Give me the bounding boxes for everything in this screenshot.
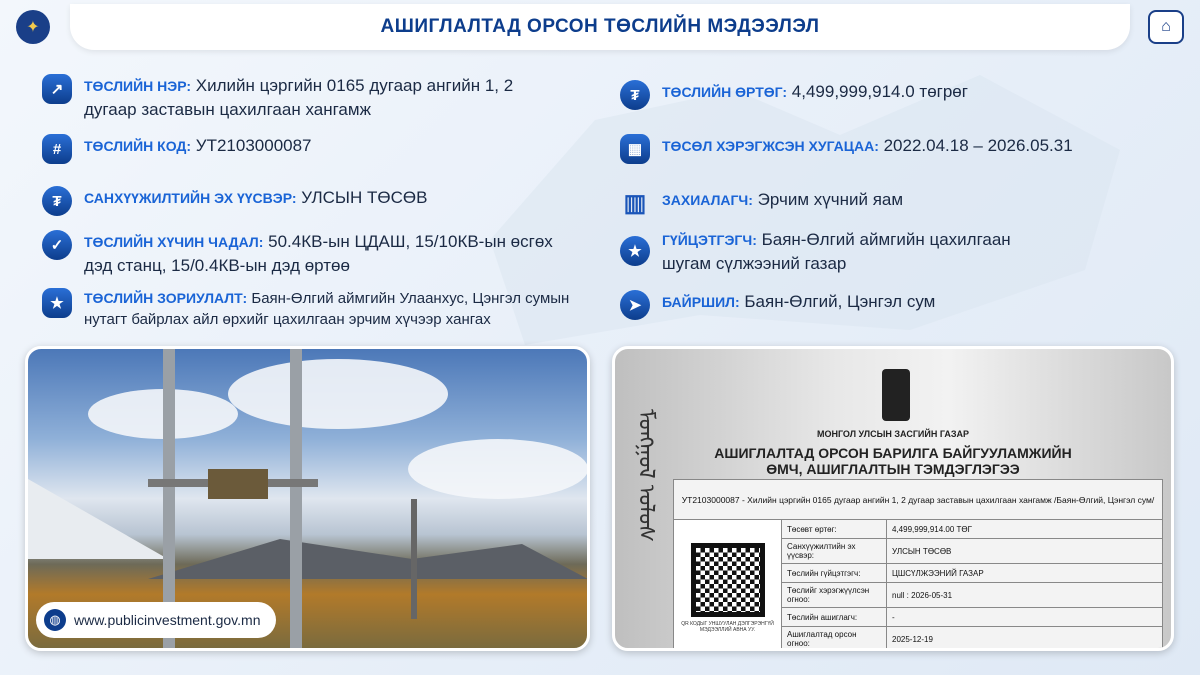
row-value: 2025-12-19: [887, 627, 1163, 652]
plaque-title-line1: АШИГЛАЛТАД ОРСОН БАРИЛГА БАЙГУУЛАМЖИЙН: [714, 445, 1072, 461]
value: Хилийн цэргийн 0165 дугаар ангийн 1, 2 дугаар заставын цахилгаан хангамж: [84, 76, 514, 119]
row-key: Төсөвт өртөг:: [782, 520, 887, 539]
info-project-code: [42, 134, 312, 164]
globe-icon: ◍: [44, 609, 66, 631]
plaque-org: МОНГОЛ УЛСЫН ЗАСГИЙН ГАЗАР: [816, 429, 970, 439]
info-contractor: [620, 228, 1062, 276]
calendar-icon: ▦: [620, 134, 650, 164]
plaque-title: [615, 445, 1171, 477]
info-client: [620, 188, 903, 218]
qr-code: [674, 520, 782, 652]
value: 2022.04.18 – 2026.05.31: [883, 136, 1073, 155]
info-funding-source: [42, 186, 427, 216]
tugrik-icon: ₮: [620, 80, 650, 110]
label: ТӨСЛИЙН НЭР:: [84, 78, 192, 94]
tugrik-icon: ₮: [42, 186, 72, 216]
government-logo: ✦: [16, 10, 50, 44]
label: ТӨСЛИЙН КОД:: [84, 138, 192, 154]
value: Баян-Өлгий аймгийн цахилгаан шугам сүлжээний газар: [662, 230, 1011, 273]
label: САНХҮҮЖИЛТИЙН ЭХ ҮҮСВЭР:: [84, 190, 297, 206]
value: Баян-Өлгий, Цэнгэл сум: [744, 292, 936, 311]
value: Баян-Өлгий аймгийн Улаанхус, Цэнгэл сумын нутагт байрлах айл өрхийг цахилгаан эрчим хүчээр хангах: [84, 290, 570, 328]
hash-icon: #: [42, 134, 72, 164]
label: ЗАХИАЛАГЧ:: [662, 192, 753, 208]
label: ТӨСЛИЙН ХҮЧИН ЧАДАЛ:: [84, 234, 264, 250]
label: ГҮЙЦЭТГЭГЧ:: [662, 232, 757, 248]
row-key: Төслийн гүйцэтгэгч:: [782, 564, 887, 583]
info-purpose: [42, 288, 584, 330]
row-value: УЛСЫН ТӨСӨВ: [887, 539, 1163, 564]
star-icon: ★: [620, 236, 650, 266]
value: 4,499,999,914.0 төгрөг: [791, 82, 968, 101]
row-value: 4,499,999,914.00 ТӨГ: [887, 520, 1163, 539]
trend-icon: ↗: [42, 74, 72, 104]
row-key: Төслийг хэрэгжүүлсэн огноо:: [782, 583, 887, 608]
info-capacity: [42, 230, 554, 278]
soyombo-emblem: [882, 369, 910, 421]
info-cost: [620, 80, 968, 110]
row-value: ЦШСҮЛЖЭЭНИЙ ГАЗАР: [887, 564, 1163, 583]
website-url[interactable]: www.publicinvestment.gov.mn: [74, 612, 261, 628]
row-key: Ашиглалтад орсон огноо:: [782, 627, 887, 652]
value: 50.4КВ-ын ЦДАШ, 15/10КВ-ын өсгөх дэд станц, 15/0.4КВ-ын дэд өртөө: [84, 232, 553, 275]
table-row: [674, 520, 1163, 539]
website-link[interactable]: [36, 602, 276, 638]
value: УЛСЫН ТӨСӨВ: [301, 188, 428, 207]
value: УТ2103000087: [195, 136, 312, 155]
label: ТӨСЛИЙН ӨРТӨГ:: [662, 84, 788, 100]
location-icon: ➤: [620, 290, 650, 320]
mongol-script: ᠮᠣᠩᠭᠣᠯ ᠤᠯᠤᠰ: [634, 409, 659, 543]
page-title: АШИГЛАЛТАД ОРСОН ТӨСЛИЙН МЭДЭЭЛЭЛ: [380, 16, 820, 37]
label: ТӨСӨЛ ХЭРЭГЖСЭН ХУГАЦАА:: [662, 138, 879, 154]
header: [70, 4, 1130, 50]
qr-caption: QR КОДЫГ УНШУУЛАН ДЭЛГЭРЭНГҮЙ МЭДЭЭЛЛИЙ АВНА УУ.: [681, 620, 774, 633]
building-icon: ▥: [623, 189, 647, 217]
info-duration: [620, 134, 1073, 164]
check-icon: ✓: [42, 230, 72, 260]
star-icon: ★: [42, 288, 72, 318]
value: Эрчим хүчний яам: [757, 190, 904, 209]
label: БАЙРШИЛ:: [662, 294, 740, 310]
row-key: Төслийн ашиглагч:: [782, 608, 887, 627]
plaque-title-line2: ӨМЧ, АШИГЛАЛТЫН ТЭМДЭГЛЭГЭЭ: [766, 461, 1020, 477]
row-value: null : 2026-05-31: [887, 583, 1163, 608]
row-key: Санхүүжилтийн эх үүсвэр:: [782, 539, 887, 564]
investment-logo: ⌂: [1148, 10, 1184, 44]
row-value: -: [887, 608, 1163, 627]
label: ТӨСЛИЙН ЗОРИУЛАЛТ:: [84, 290, 248, 306]
substation-photo: [25, 346, 590, 651]
commissioning-plaque: [612, 346, 1174, 651]
plaque-table: [673, 479, 1163, 651]
plaque-heading: УТ2103000087 - Хилийн цэргийн 0165 дугаар ангийн 1, 2 дугаар заставын цахилгаан хангамж /Баян-Өлгий, Цэнгэл сум/: [674, 480, 1163, 520]
info-location: [620, 290, 935, 320]
info-project-name: [42, 74, 544, 122]
qr-image: [691, 543, 765, 617]
